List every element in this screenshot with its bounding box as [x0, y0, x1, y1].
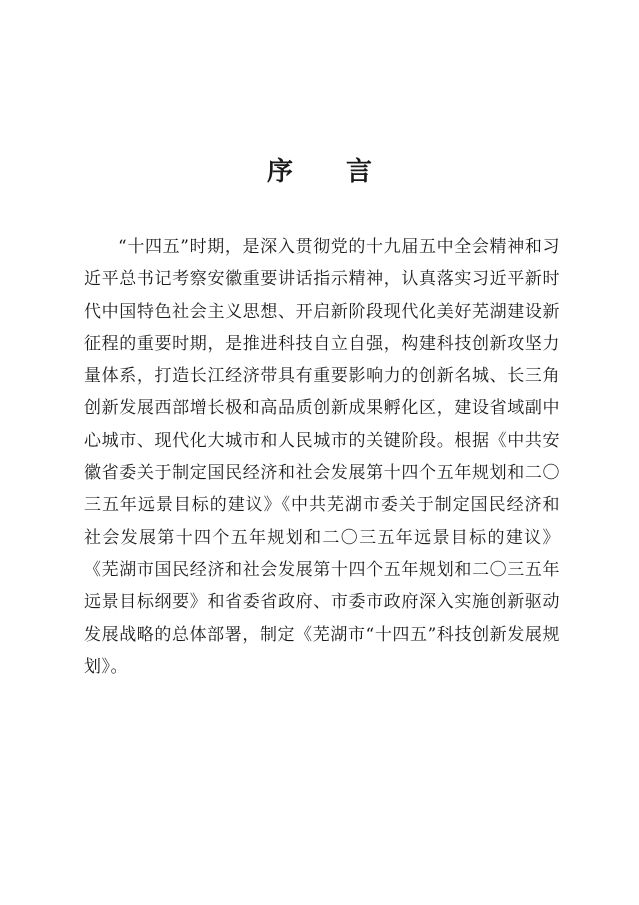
paragraph-line: 《芜湖市国民经济和社会发展第十四个五年规划和二〇三五年	[84, 559, 560, 580]
paragraph-line: 三五年远景目标的建议》《中共芜湖市委关于制定国民经济和	[84, 495, 560, 516]
paragraph-line: 征程的重要时期，是推进科技自立自强，构建科技创新攻坚力	[84, 333, 560, 354]
paragraph-line: 发展战略的总体部署，制定《芜湖市“十四五”科技创新发展规	[84, 624, 560, 645]
paragraph-line: 徽省委关于制定国民经济和社会发展第十四个五年规划和二〇	[84, 463, 560, 484]
paragraph-line: 创新发展西部增长极和高品质创新成果孵化区，建设省域副中	[84, 398, 560, 419]
paragraph-line: 划》。	[84, 656, 128, 677]
paragraph-line: 心城市、现代化大城市和人民城市的关键阶段。根据《中共安	[84, 430, 560, 451]
paragraph-line: 近平总书记考察安徽重要讲话指示精神，认真落实习近平新时	[84, 269, 560, 290]
preface-paragraph	[84, 231, 560, 683]
paragraph-line: 量体系，打造长江经济带具有重要影响力的创新名城、长三角	[84, 366, 560, 387]
document-title: 序 言	[266, 157, 395, 187]
paragraph-line: 远景目标纲要》和省委省政府、市委市政府深入实施创新驱动	[84, 592, 560, 613]
paragraph-line: 代中国特色社会主义思想、开启新阶段现代化美好芜湖建设新	[84, 301, 560, 322]
paragraph-line: 社会发展第十四个五年规划和二〇三五年远景目标的建议》	[84, 527, 560, 548]
paragraph-line: “十四五”时期，是深入贯彻党的十九届五中全会精神和习	[118, 237, 560, 257]
